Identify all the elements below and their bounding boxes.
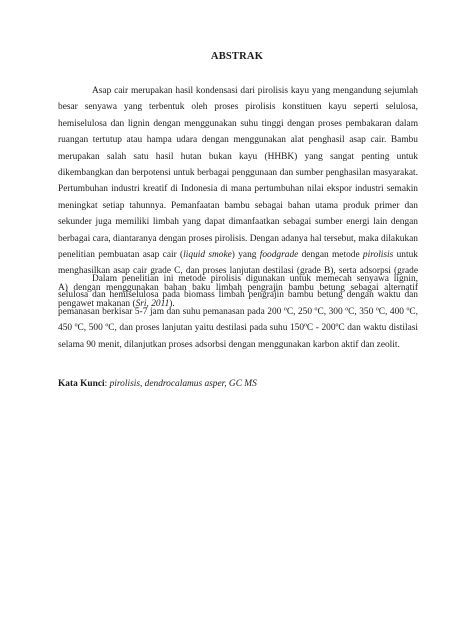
- abstract-title: ABSTRAK: [210, 51, 264, 62]
- abstract-paragraph-2: Dalam penelitian ini metode pirolisis digunakan untuk memecah senyawa lignin, selulosa dan hemiselulosa pada biomass limbah pengrajin bambu betung dengan waktu dan pemanasan berkisar 5-7 jam dan suhu pemanasan pada 200 ºC, 250 ºC, 300 ºC, 350 ºC, 400 ºC, 450 ºC, 500 ºC, dan proses lanjutan yaitu destilasi pada suhu 150ºC - 200ºC dan waktu distilasi selama 90 menit, dilanjutkan proses adsorbsi dengan menggunakan karbon aktif dan zeolit.: [58, 274, 418, 350]
- paragraph-1-italic-liquid-smoke: liquid smoke: [183, 250, 232, 261]
- paragraph-1-text: ).: [169, 299, 175, 310]
- keywords-label: Kata Kunci: [58, 379, 105, 389]
- paragraph-1-text: Asap cair merupakan hasil kondensasi dari pirolisis kayu yang mengandung sejumlah besar senyawa yang terbentuk oleh proses pirolisis konstituen kayu seperti selulosa, hemiselulosa dan lignin dengan menggunakan suhu tinggi dengan proses pembakaran dalam ruangan tertutup atau hampa udara dengan menggunakan alat penghasil asap cair. Bambu merupakan salah satu hasil hutan bukan kayu (HHBK) yang sangat penting untuk dikembangkan dan berpotensi untuk berbagai penggunaan dan sumber penghasilan masyarakat. Pertumbuhan industri kreatif di Indonesia di mana pertumbuhan nilai ekspor industri semakin meningkat setiap tahunnya. Pemanfaatan bambu sebagai bahan utama produk primer dan sekunder juga memiliki limbah yang dapat dimanfaatkan sebagai sumber energi lain dengan berbagai cara, diantaranya dengan proses pirolisis. Dengan adanya hal tersebut, maka dilakukan penelitian pembuatan asap cair (: [58, 86, 418, 261]
- keywords-value: pirolisis, dendrocalamus asper, GC MS: [109, 379, 257, 389]
- paragraph-1-text: untuk menghasilkan asap cair grade C, dan proses lanjutan destilasi (grade B), serta adsorpsi (grade A) dengan menggunakan bahan baku limbah pengrajin bambu betung sebagai alternatif pengawet makanan (: [58, 250, 418, 310]
- paragraph-1-text: dengan metode: [298, 250, 363, 261]
- keywords-line: [58, 377, 418, 391]
- paragraph-1-italic-citation: Sri, 2011: [135, 299, 170, 310]
- paragraph-1-italic-foodgrade: foodgrade: [259, 250, 299, 261]
- paragraph-1-italic-pirolisis: pirolisis: [362, 250, 394, 261]
- paragraph-1-text: ) yang: [231, 250, 260, 261]
- keywords-separator: :: [104, 379, 110, 389]
